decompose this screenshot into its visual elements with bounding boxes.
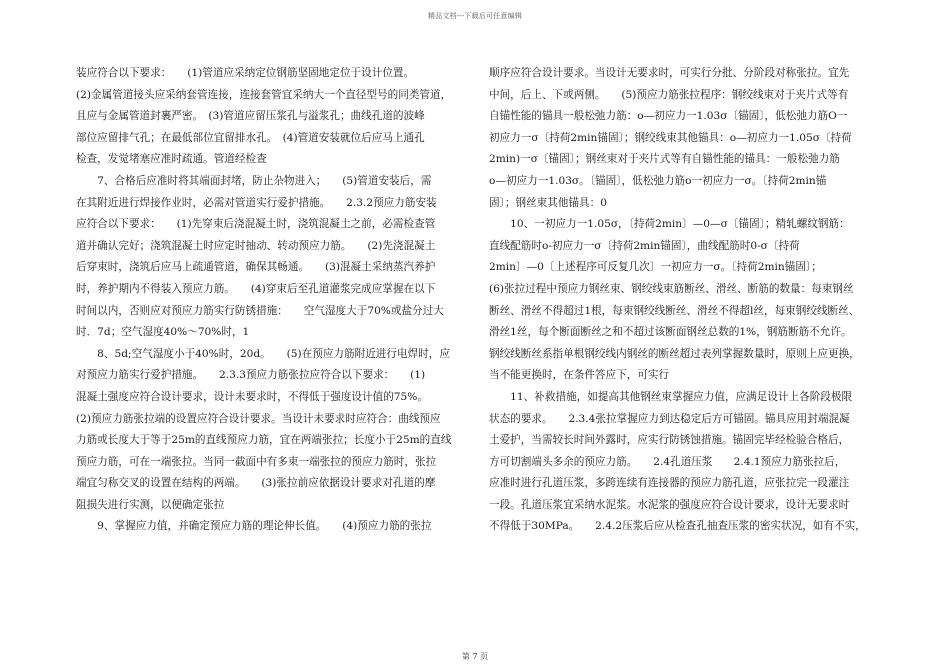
page-number: 第 7 页 [461, 652, 489, 661]
text-line: 中间，后上、下或两侧。 (5)预应力筋张拉程序：钢绞线束对于夹片式等有 [489, 88, 849, 101]
text-line: 混凝土强度应符合设计要求，设计未要求时，不得低于强度设计值的75%。 [76, 390, 428, 403]
text-line: 时间以内，否则应对预应力筋实行防锈措施： 空气湿度大于70%或盐分过大 [76, 304, 444, 317]
text-line: 2min)一σ〔锚固〕；钢丝束对于夹片式等有自锚性能的锚具：一般松弛力筋 [489, 153, 840, 166]
text-line: 不得低于30MPa。 2.4.2压浆后应从检查孔抽查压浆的密实状况，如有不实， [489, 520, 866, 533]
text-line: 状态的要求。 2.3.4张拉掌握应力到达稳定后方可锚固。锚具应用封端混凝 [489, 412, 850, 425]
text-line: 检查，发觉堵塞应准时疏通。管道经检查 [76, 153, 267, 166]
text-line: 断丝、滑丝不得超过1根，每束钢绞线断丝、滑丝不得超l丝，每束钢绞线断丝、 [489, 304, 860, 317]
text-line: 钢绞线断丝系指单根钢绞线内钢丝的断丝超过表列掌握数量时，原则上应更换， [489, 347, 860, 360]
text-line: 力筋或长度大于等于25m的直线预应力筋，宜在两端张拉；长度小于25m的直线 [76, 434, 452, 447]
text-line: 在其附近进行焊接作业时，必需对管道实行爱护措施。 2.3.2预应力筋安装 [76, 196, 437, 209]
text-line: 阻损失进行实测，以便确定张拉 [76, 498, 225, 511]
page-header: 精品文档---下载后可任意编辑 [427, 12, 523, 20]
text-line: 应符合以下要求： (1)先穿束后浇混凝土时，浇筑混凝土之前，必需检查管 [76, 218, 436, 231]
text-line: 滑丝1丝，每个断面断丝之和不超过该断面钢丝总数的1%，钢筋断筋不允许。 [489, 326, 852, 339]
text-line: 道并确认完好；浇筑混凝土时应定时抽动、转动预应力筋。 (2)先浇混凝土 [76, 239, 436, 252]
text-line: 应准时进行孔道压浆，多跨连续有连接器的预应力筋孔道，应张拉完一段灌注 [489, 477, 850, 490]
text-line: 11、补救措施，如提高其他钢丝束掌握应力值，应满足设计上各阶段极限 [489, 390, 853, 403]
text-line: 直线配筋时o-初应力一σ〔持荷2min锚固〕，曲线配筋时0-σ〔持荷 [489, 239, 800, 252]
text-line: 自锚性能的锚具一般松弛力筋：o—初应力一1.03σ〔锚固〕，低松弛力筋O一 [489, 110, 848, 123]
text-line: 预应力筋，可在一端张拉。当同一截面中有多束一端张拉的预应力筋时，张拉 [76, 455, 437, 468]
text-line: 且应与金属管道封裹严密。 (3)管道应留压浆孔与溢浆孔；曲线孔道的波峰 [76, 110, 425, 123]
text-line: 2min〕—0〔上述程序可反复几次〕一初应力一σ。〔持荷2min锚固〕； [489, 261, 822, 274]
text-line: 初应力一σ〔持荷2min锚固〕；钢绞线束其他锚具：o—初应力一1.05σ〔持荷 [489, 131, 852, 144]
text-line: 装应符合以下要求： (1)管道应采纳定位钢筋坚固地定位于设计位置。 [76, 67, 415, 79]
text-line: 方可切割端头多余的预应力筋。 2.4孔道压浆 2.4.1预应力筋张拉后， [489, 455, 846, 468]
text-line: 当不能更换时，在条件答应下，可实行 [489, 369, 670, 382]
text-line: 7、合格后应准时将其端面封堵，防止杂物进入； (5)管道安装后，需 [76, 174, 432, 187]
text-line: 固〕；钢丝束其他锚具：0 [489, 196, 607, 209]
text-line: o—初应力一1.03σ。〔锚固〕，低松弛力筋o一初应力一σ。〔持荷2min锚 [489, 174, 827, 187]
text-line: 8、5d;空气湿度小于40%时，20d。 (5)在预应力筋附近进行电焊时，应 [76, 347, 450, 360]
left-text-column [76, 63, 488, 538]
text-line: 端宜匀称交叉的设置在结构的两端。 (3)张拉前应依据设计要求对孔道的摩 [76, 477, 436, 490]
text-line: 10、一初应力一1.05σ，〔持荷2min〕—0—σ〔锚固〕；精轧螺纹钢筋： [489, 218, 850, 231]
text-line: 一段。孔道压浆宜采纳水泥浆。水泥浆的强度应符合设计要求，设计无要求时 [489, 498, 850, 511]
text-line: 土爱护，当需较长时间外露时，应实行防锈蚀措施。锚固完毕经检验合格后， [489, 434, 850, 447]
text-line: 对预应力筋实行爱护措施。 2.3.3预应力筋张拉应符合以下要求： (1) [76, 369, 426, 382]
text-line: 部位应留排气孔；在最低部位宜留排水孔。 (4)管道安装就位后应马上通孔 [76, 131, 425, 144]
text-line: (2)金属管道接头应采纳套管连接，连接套管宜采纳大一个直径型号的同类管道， [76, 88, 452, 101]
text-line: (6)张拉过程中预应力钢丝束、钢绞线束筋断丝、滑丝、断筋的数量：每束钢丝 [489, 282, 854, 295]
text-line: 顺序应符合设计要求。当设计无要求时，可实行分批、分阶段对称张拉。宜先 [489, 67, 850, 79]
text-line: 时，养护期内不得装入预应力筋。 (4)穿束后至孔道灌浆完成应掌握在以下 [76, 282, 436, 295]
text-line: (2)预应力筋张拉端的设置应符合设计要求。当设计未要求时应符合：曲线预应 [76, 412, 441, 425]
text-line: 9、掌握应力值，并确定预应力筋的理论伸长值。 (4)预应力筋的张拉 [76, 520, 432, 533]
text-line: 后穿束时，浇筑后应马上疏通管道，确保其畅通。 (3)混凝土采纳蒸汽养护 [76, 261, 436, 274]
right-text-column [489, 63, 901, 538]
text-line: 时．7d；空气湿度40%～70%时，1 [76, 326, 250, 339]
